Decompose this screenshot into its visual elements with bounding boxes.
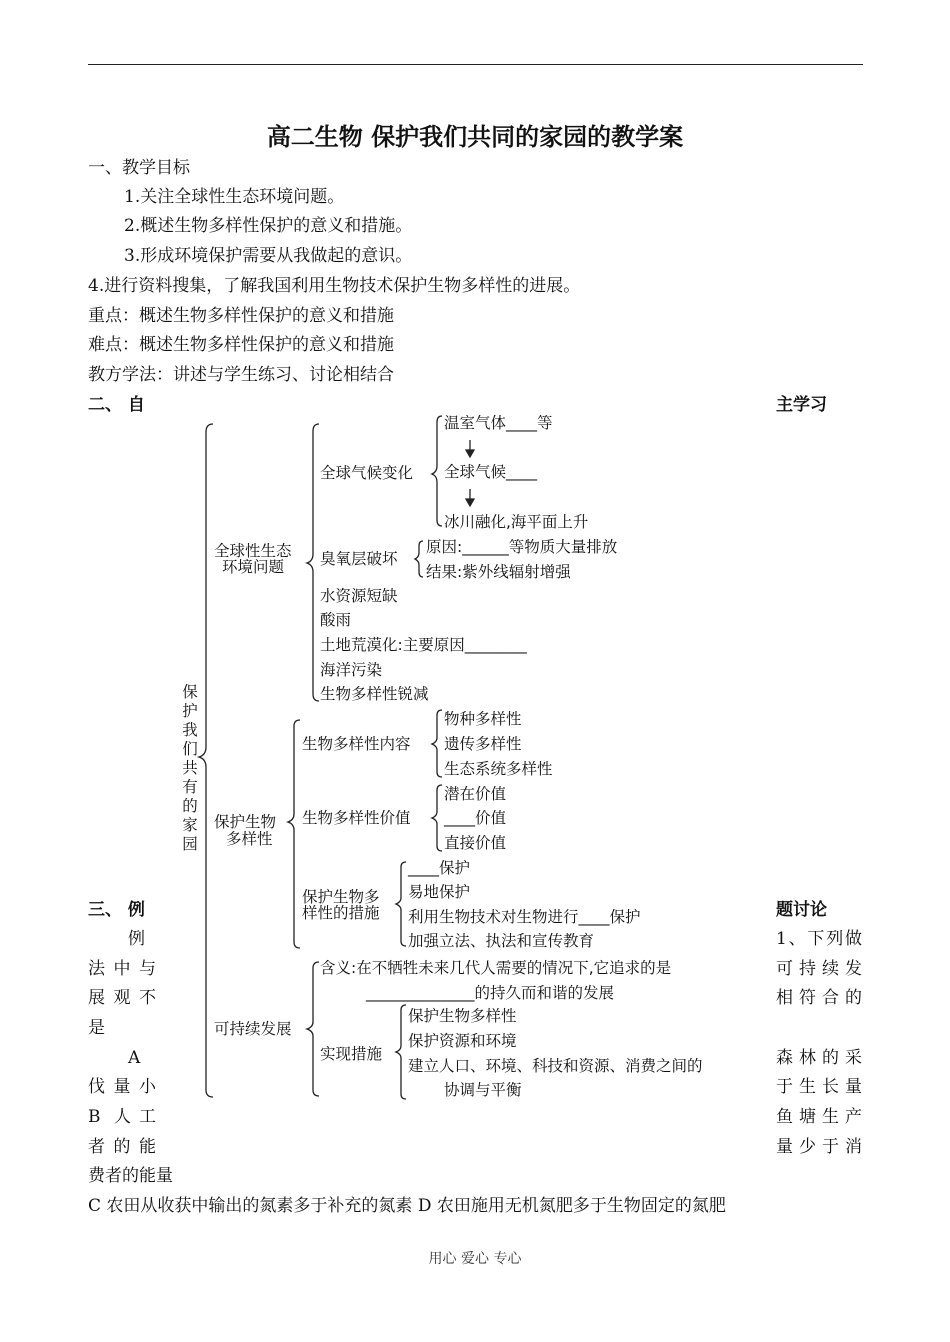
left-col-line-5: A — [128, 1048, 141, 1068]
desertification: 土地荒漠化:主要原因________ — [320, 636, 527, 654]
objective-item-2: 2.概述生物多样性保护的意义和措施。 — [124, 216, 413, 236]
sustain-item-4: 协调与平衡 — [444, 1081, 522, 1099]
glacier-melt: 冰川融化,海平面上升 — [444, 513, 589, 531]
left-col-line-9: 费者的能量 — [88, 1166, 173, 1186]
left-col-line-4: 是 — [88, 1018, 105, 1038]
content-item-genetic: 遗传多样性 — [444, 735, 522, 753]
biodiversity-content: 生物多样性内容 — [302, 735, 411, 753]
right-col-line-1: 1、下列做 — [776, 929, 862, 949]
protect-measures-line1: 保护生物多 — [302, 888, 380, 906]
sustain-item-3: 建立人口、环境、科技和资源、消费之间的 — [408, 1057, 703, 1075]
ozone-cause: 原因:______等物质大量排放 — [426, 538, 618, 556]
measure-biotech: 利用生物技术对生物进行____保护 — [408, 908, 641, 926]
content-item-species: 物种多样性 — [444, 710, 522, 728]
protect-label-line2: 多样性 — [226, 830, 273, 848]
page-footer: 用心 爱心 专心 — [428, 1251, 522, 1267]
right-col-line-3: 相符合的 — [776, 988, 862, 1008]
section2-heading-right: 主学习 — [776, 395, 827, 415]
left-col-line-3: 展观不 — [88, 988, 156, 1008]
right-col-line-4: 森林的采 — [776, 1048, 862, 1068]
acid-rain: 酸雨 — [320, 611, 352, 629]
teaching-method: 教方学法：讲述与学生练习、讨论相结合 — [88, 365, 394, 385]
ozone-result: 结果:紫外线辐射增强 — [426, 563, 571, 581]
protect-label-line1: 保护生物 — [214, 813, 277, 831]
diagram-root-label: 保护我们共有的家园 — [182, 683, 198, 853]
sustain-meaning-line2: ______________的持久而和谐的发展 — [366, 984, 615, 1002]
left-col-line-1: 例 — [128, 929, 145, 949]
measure-in-situ: ____保护 — [408, 859, 471, 877]
key-point: 重点：概述生物多样性保护的意义和措施 — [88, 306, 394, 326]
ozone-depletion: 臭氧层破坏 — [320, 550, 398, 568]
section1-heading: 一、教学目标 — [88, 158, 190, 178]
objective-item-3: 3.形成环境保护需要从我做起的意识。 — [124, 246, 413, 266]
value-item-potential: 潜在价值 — [444, 785, 507, 803]
env-label-line1: 全球性生态 — [214, 542, 292, 560]
water-shortage: 水资源短缺 — [320, 587, 398, 605]
sustain-label: 可持续发展 — [214, 1020, 292, 1038]
right-col-line-5: 于生长量 — [776, 1077, 862, 1097]
left-col-line-2: 法中与 — [88, 959, 156, 979]
section3-heading-right: 题讨论 — [776, 900, 827, 920]
question-options-cd: C 农田从收获中输出的氮素多于补充的氮素 D 农田施用无机氮肥多于生物固定的氮肥 — [88, 1196, 726, 1216]
left-col-line-8: 者的能 — [88, 1137, 156, 1157]
greenhouse-gas: 温室气体____等 — [444, 414, 553, 432]
objective-item-4: 4.进行资料搜集，了解我国利用生物技术保护生物多样性的进展。 — [88, 276, 581, 296]
sustain-item-2: 保护资源和环境 — [408, 1032, 517, 1050]
right-col-line-7: 量少于消 — [776, 1137, 862, 1157]
objective-item-1: 1.关注全球性生态环境问题。 — [124, 187, 345, 207]
left-col-line-7: B 人工 — [88, 1107, 156, 1127]
measure-ex-situ: 易地保护 — [408, 883, 471, 901]
page-title: 高二生物 保护我们共同的家园的教学案 — [266, 122, 684, 151]
left-col-line-6: 伐量小 — [88, 1077, 156, 1097]
climate-change: 全球气候变化 — [320, 464, 414, 482]
section3-heading-left: 三、 例 — [88, 900, 145, 920]
right-col-line-6: 鱼塘生产 — [776, 1107, 862, 1127]
right-col-line-2: 可持续发 — [776, 959, 862, 979]
protect-measures-line2: 样性的措施 — [302, 904, 380, 922]
content-item-ecosystem: 生态系统多样性 — [444, 760, 553, 778]
value-item-direct: 直接价值 — [444, 834, 507, 852]
biodiversity-loss: 生物多样性锐减 — [320, 685, 429, 703]
biodiversity-value: 生物多样性价值 — [302, 809, 411, 827]
sustain-meaning-line1: 含义:在不牺牲未来几代人需要的情况下,它追求的是 — [320, 959, 672, 977]
env-label-line2: 环境问题 — [222, 558, 285, 576]
sustain-item-1: 保护生物多样性 — [408, 1007, 517, 1025]
section2-heading-left: 二、 自 — [88, 395, 145, 415]
sustain-measures: 实现措施 — [320, 1045, 383, 1063]
difficulty: 难点：概述生物多样性保护的意义和措施 — [88, 335, 394, 355]
measure-legislation: 加强立法、执法和宣传教育 — [408, 932, 595, 950]
global-warming: 全球气候____ — [444, 463, 538, 481]
ocean-pollution: 海洋污染 — [320, 661, 383, 679]
value-item-blank: ____价值 — [444, 809, 507, 827]
